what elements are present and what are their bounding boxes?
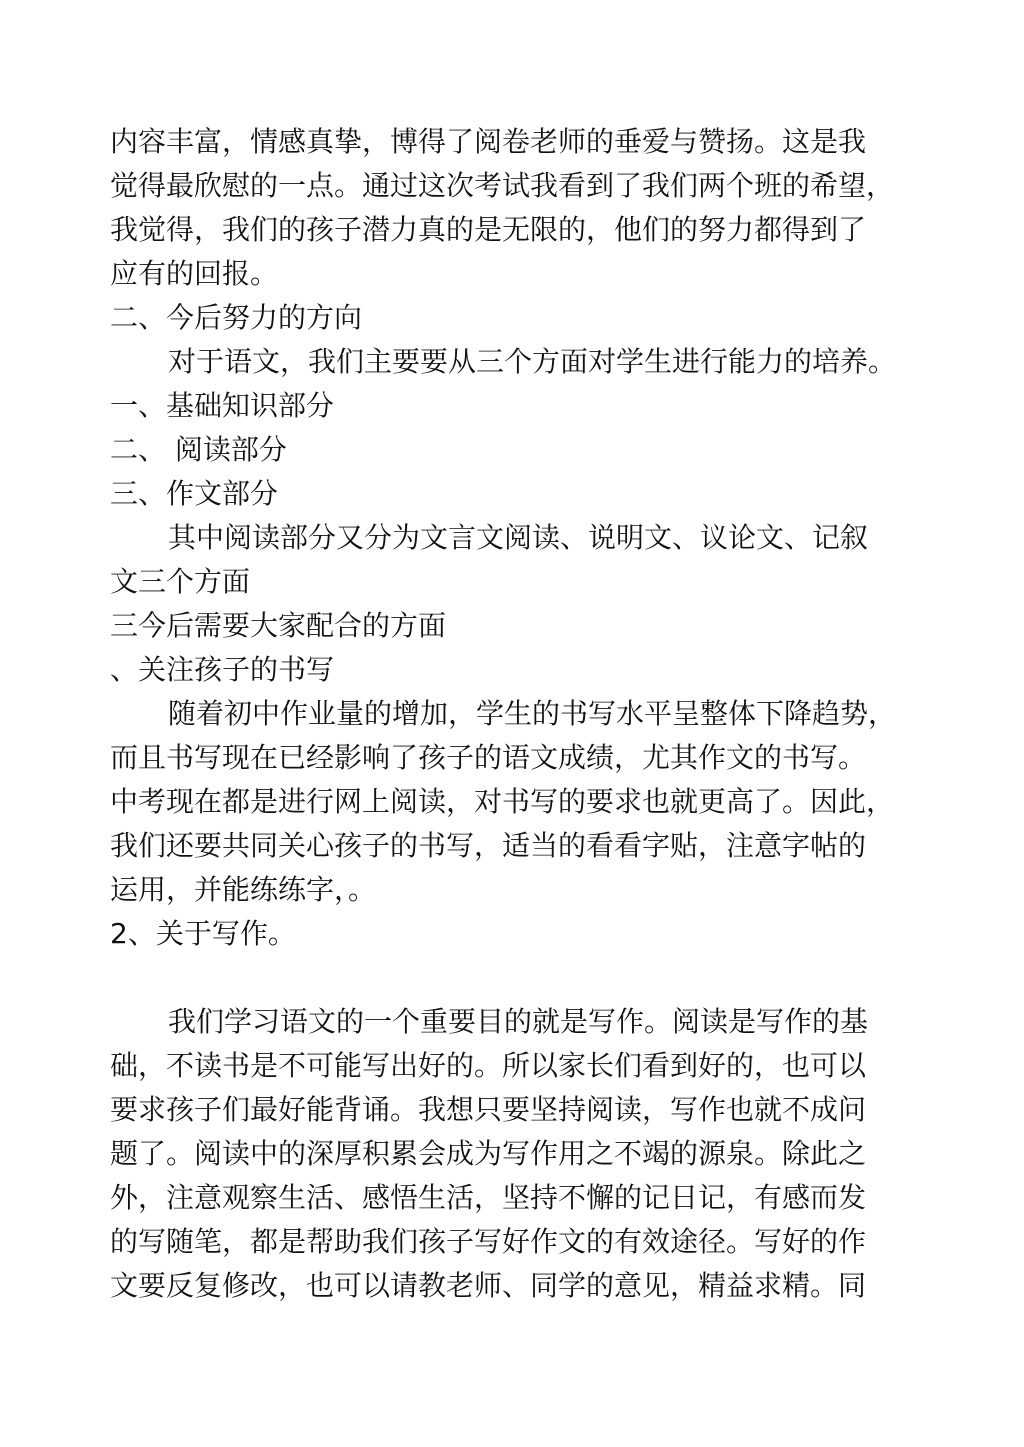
body-line: 题了。阅读中的深厚积累会成为写作用之不竭的源泉。除此之: [110, 1137, 867, 1170]
body-line: 要求孩子们最好能背诵。我想只要坚持阅读，写作也就不成问: [110, 1093, 867, 1126]
section-heading: 二、今后努力的方向: [110, 301, 363, 334]
list-item: 一、基础知识部分: [110, 389, 335, 422]
body-line: 我觉得，我们的孩子潜力真的是无限的，他们的努力都得到了: [110, 213, 867, 246]
section-heading: 三今后需要大家配合的方面: [110, 609, 447, 642]
body-line: 我们学习语文的一个重要目的就是写作。阅读是写作的基: [168, 1005, 869, 1038]
body-line: 应有的回报。: [110, 257, 279, 290]
body-line: 中考现在都是进行网上阅读，对书写的要求也就更高了。因此，: [110, 785, 895, 818]
body-line: 觉得最欣慰的一点。通过这次考试我看到了我们两个班的希望，: [110, 169, 895, 202]
body-line: 对于语文，我们主要要从三个方面对学生进行能力的培养。: [168, 345, 897, 378]
body-line: 文要反复修改，也可以请教老师、同学的意见，精益求精。同: [110, 1269, 867, 1302]
body-line: 而且书写现在已经影响了孩子的语文成绩，尤其作文的书写。: [110, 741, 867, 774]
body-line: 随着初中作业量的增加，学生的书写水平呈整体下降趋势，: [168, 697, 897, 730]
body-line: 文三个方面: [110, 565, 251, 598]
subsection-heading: 、关注孩子的书写: [110, 653, 335, 686]
list-item: 三、作文部分: [110, 477, 279, 510]
subsection-heading: 2、关于写作。: [110, 917, 296, 950]
blank-line: [110, 956, 910, 1000]
list-item: 二、 阅读部分: [110, 433, 287, 466]
body-line: 内容丰富，情感真挚，博得了阅卷老师的垂爱与赞扬。这是我: [110, 125, 867, 158]
body-line: 的写随笔，都是帮助我们孩子写好作文的有效途径。写好的作: [110, 1225, 867, 1258]
body-line: 运用，并能练练字，。: [110, 873, 377, 906]
body-line: 其中阅读部分又分为文言文阅读、说明文、议论文、记叙: [168, 521, 869, 554]
document-body: [110, 120, 910, 1308]
body-line: 础，不读书是不可能写出好的。所以家长们看到好的，也可以: [110, 1049, 867, 1082]
body-line: 外，注意观察生活、感悟生活，坚持不懈的记日记，有感而发: [110, 1181, 867, 1214]
body-line: 我们还要共同关心孩子的书写，适当的看看字贴，注意字帖的: [110, 829, 867, 862]
